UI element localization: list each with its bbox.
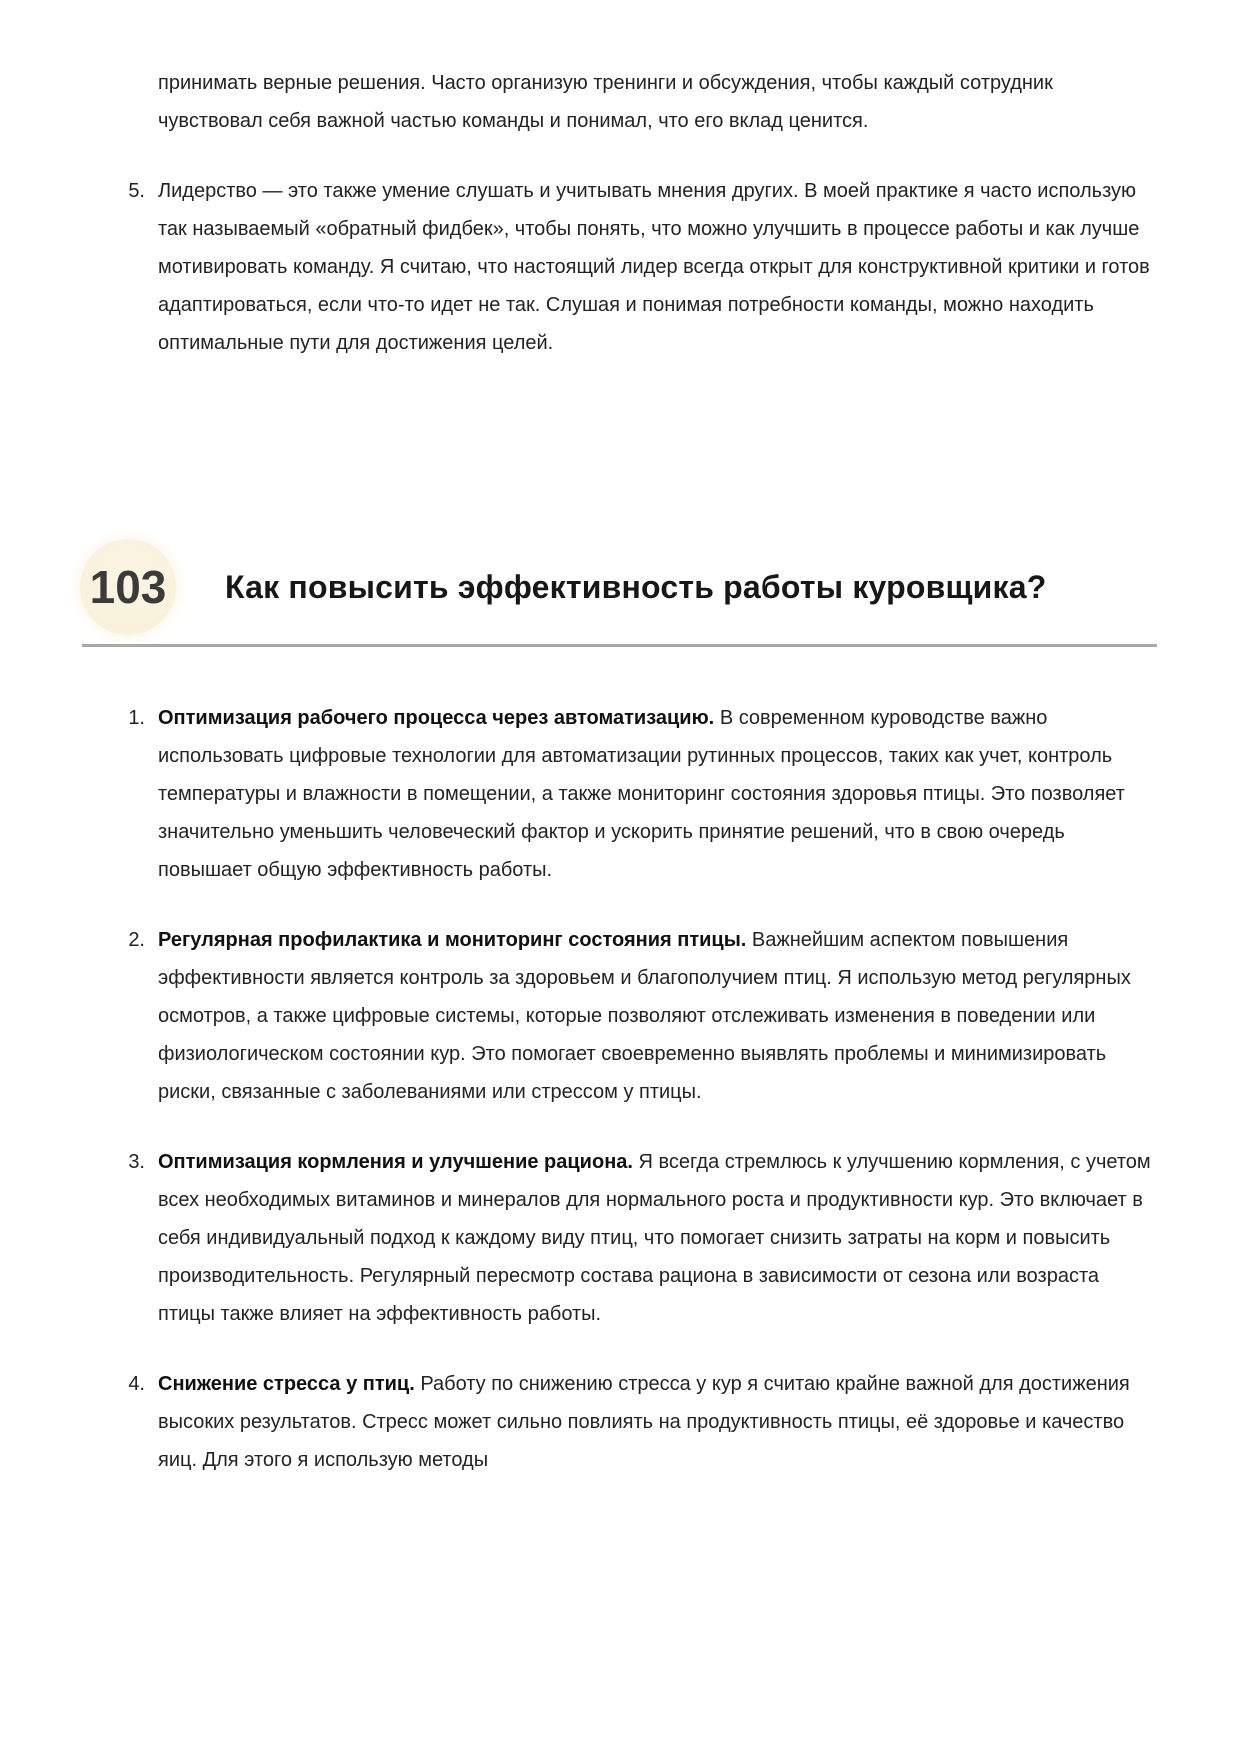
list-item-body (158, 1365, 1160, 1479)
section-header (80, 539, 1160, 635)
list-item-number: 3. (128, 1151, 145, 1173)
section-number-badge: 103 (80, 539, 176, 635)
list-item-body (158, 1143, 1160, 1333)
list-item-text: Работу по снижению стресса у кур я считаю крайне важной для достижения высоких результатов. Стресс может сильно повлиять на продуктивность птицы, её здоровье и качество яиц. Для этого я использую методы (158, 1373, 1130, 1471)
continuation-paragraph: принимать верные решения. Часто организую тренинги и обсуждения, чтобы каждый сотрудник чувствовал себя важной частью команды и понимал, что его вклад ценится. (158, 72, 1053, 132)
list-item-text: Важнейшим аспектом повышения эффективности является контроль за здоровьем и благополучием птиц. Я использую метод регулярных осмотров, а также цифровые системы, которые позволяют отслеживать изменения в поведении или физиологическом состоянии кур. Это помогает своевременно выявлять проблемы и минимизировать риски, связанные с заболеваниями или стрессом у птицы. (158, 929, 1131, 1103)
list-item-lead: Регулярная профилактика и мониторинг состояния птицы. (158, 929, 747, 951)
list-item (80, 921, 1160, 1111)
section-divider (82, 644, 1157, 647)
list-item-number: 5. (128, 180, 145, 202)
list-item (80, 172, 1160, 362)
list-item-text: Я всегда стремлюсь к улучшению кормления, с учетом всех необходимых витаминов и минералов для нормального роста и продуктивности кур. Это включает в себя индивидуальный подход к каждому виду птиц, что помогает снизить затраты на корм и повысить производительность. Регулярный пересмотр состава рациона в зависимости от сезона или возраста птицы также влияет на эффективность работы. (158, 1151, 1151, 1325)
list-item-lead: Оптимизация рабочего процесса через автоматизацию. (158, 707, 715, 729)
list-item (80, 1365, 1160, 1479)
list-item-text: В современном куроводстве важно использовать цифровые технологии для автоматизации рутинных процессов, таких как учет, контроль температуры и влажности в помещении, а также мониторинг состояния здоровья птицы. Это позволяет значительно уменьшить человеческий фактор и ускорить принятие решений, что в свою очередь повышает общую эффективность работы. (158, 707, 1125, 881)
list-item (80, 699, 1160, 889)
section-title: Как повысить эффективность работы куровщика? (225, 569, 1047, 605)
list-item-number: 1. (128, 707, 145, 729)
list-item-body (158, 699, 1160, 889)
list-item-number: 2. (128, 929, 145, 951)
list-item-text: Лидерство — это также умение слушать и учитывать мнения других. В моей практике я часто использую так называемый «обратный фидбек», чтобы понять, что можно улучшить в процессе работы и как лучше мотивировать команду. Я считаю, что настоящий лидер всегда открыт для конструктивной критики и готов адаптироваться, если что-то идет не так. Слушая и понимая потребности команды, можно находить оптимальные пути для достижения целей. (158, 180, 1150, 354)
list-item-body (158, 921, 1160, 1111)
list-item-number: 4. (128, 1373, 145, 1395)
list-item-lead: Оптимизация кормления и улучшение рациона. (158, 1151, 633, 1173)
list-item (80, 1143, 1160, 1333)
list-item-lead: Снижение стресса у птиц. (158, 1373, 415, 1395)
